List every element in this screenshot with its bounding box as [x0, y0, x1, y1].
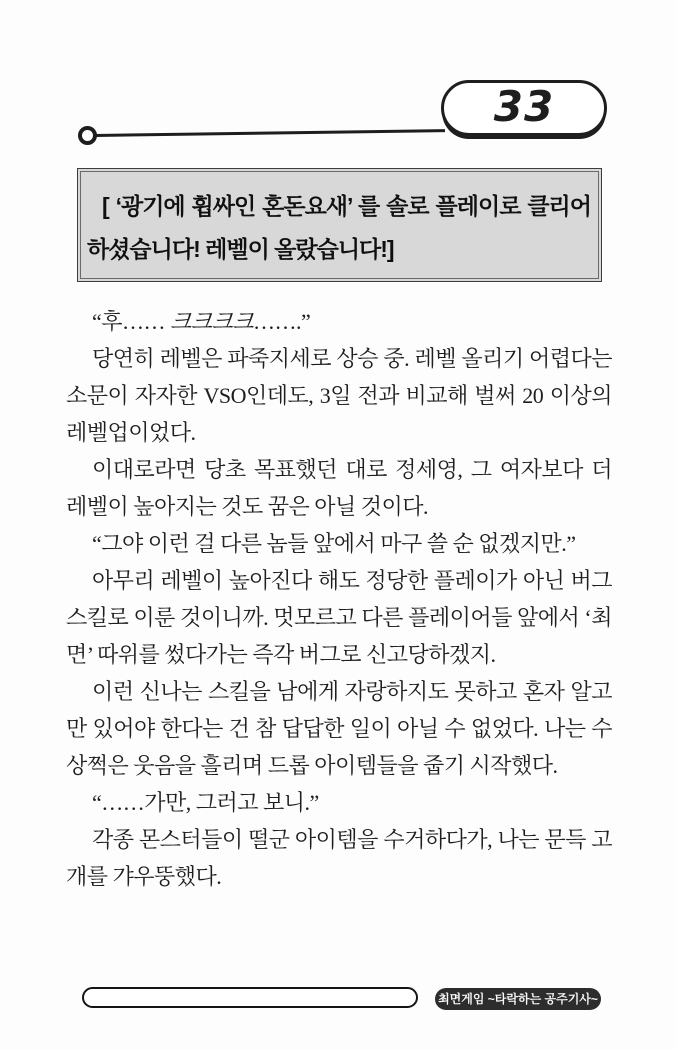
system-message-text: [ ‘광기에 휩싸인 혼돈요새’ 를 솔로 플레이로 클리어 하셨습니다! 레벨이 올랐습니다!] [87, 193, 591, 262]
system-message-box [77, 168, 602, 282]
text-segment: 아무리 레벨이 높아진다 해도 정당한 플레이가 아닌 버그 스킬로 이룬 것이니까. 멋모르고 다른 플레이어들 앞에서 ‘최면’ 따위를 썼다가는 즉각 버그로 신고당하겠지. [66, 568, 612, 667]
text-segment: 당연히 레벨은 파죽지세로 상승 중. 레벨 올리기 어렵다는 소문이 자자한 VSO인데도, 3일 전과 비교해 벌써 20 이상의 레벨업이었다. [66, 346, 612, 445]
divider-ring-icon [78, 126, 97, 145]
paragraph [66, 673, 612, 784]
chapter-number: 33 [493, 82, 555, 131]
paragraph [66, 562, 612, 673]
paragraph [66, 340, 612, 451]
text-segment: “……가만, 그러고 보니.” [92, 790, 319, 815]
series-title-badge: 최면게임 ~타락하는 공주기사~ [435, 988, 601, 1010]
paragraph [66, 451, 612, 525]
system-message-inner-frame [80, 171, 599, 279]
chapter-divider-line [95, 129, 445, 137]
text-segment: 이런 신나는 스킬을 남에게 자랑하지도 못하고 혼자 알고만 있어야 한다는 건 참 답답한 일이 아닐 수 없었다. 나는 수상쩍은 웃음을 흘리며 드롭 아이템들을 줍기 시작했다. [66, 679, 612, 778]
text-segment: 각종 몬스터들이 떨군 아이템을 수거하다가, 나는 문득 고개를 갸우뚱했다. [66, 827, 612, 889]
paragraph [66, 784, 612, 821]
body-text [66, 303, 612, 895]
paragraph [66, 525, 612, 562]
text-segment: …….” [253, 309, 311, 334]
footer-page-bar [82, 987, 418, 1008]
text-segment: 크크크크 [170, 309, 254, 334]
text-segment: 이대로라면 당초 목표했던 대로 정세영, 그 여자보다 더 레벨이 높아지는 것도 꿈은 아닐 것이다. [66, 457, 612, 519]
chapter-number-badge [441, 80, 607, 136]
paragraph [66, 303, 612, 340]
paragraph [66, 821, 612, 895]
text-segment: “후…… [92, 309, 171, 334]
text-segment: “그야 이런 걸 다른 놈들 앞에서 마구 쓸 순 없겠지만.” [92, 531, 576, 556]
